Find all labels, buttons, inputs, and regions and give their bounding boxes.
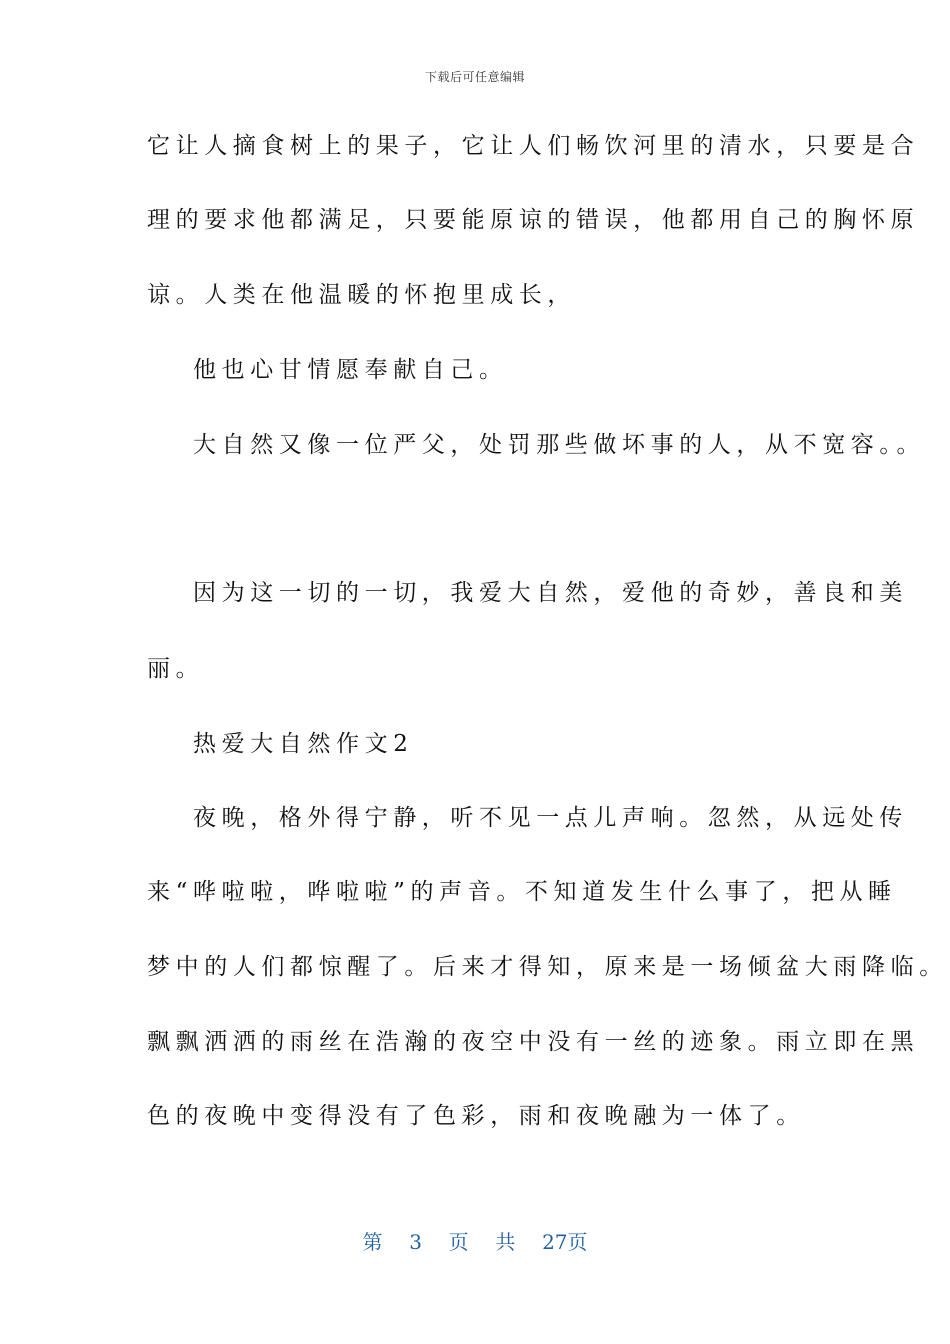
- text-line-2: 理的要求他都满足，只要能原谅的错误，他都用自己的胸怀原: [147, 207, 920, 233]
- total-label: 共: [495, 1230, 516, 1254]
- page-middle: 页: [448, 1230, 469, 1254]
- text-line-7: 丽。: [147, 656, 205, 682]
- page-prefix: 第: [362, 1230, 383, 1254]
- total-pages: 27页: [542, 1230, 588, 1254]
- text-line-13: 色的夜晚中变得没有了色彩，雨和夜晚融为一体了。: [147, 1103, 805, 1129]
- text-line-5: 大自然又像一位严父，处罚那些做坏事的人，从不宽容。。: [193, 432, 926, 458]
- text-line-12: 飘飘洒洒的雨丝在浩瀚的夜空中没有一丝的迹象。雨立即在黑: [147, 1029, 920, 1055]
- page-footer: [0, 1226, 950, 1255]
- text-line-10: 来“哗啦啦，哗啦啦”的声音。不知道发生什么事了，把从睡: [147, 879, 897, 905]
- header-note: 下载后可任意编辑: [424, 70, 525, 84]
- text-line-6: 因为这一切的一切，我爱大自然，爱他的奇妙，善良和美: [193, 580, 908, 606]
- text-line-11: 梦中的人们都惊醒了。后来才得知，原来是一场倾盆大雨降临。: [147, 954, 948, 980]
- text-line-3: 谅。人类在他温暖的怀抱里成长，: [147, 282, 576, 308]
- current-page-number: 3: [409, 1230, 422, 1254]
- section-title: 热爱大自然作文2: [193, 731, 414, 757]
- text-line-9: 夜晚，格外得宁静，听不见一点儿声响。忽然，从远处传: [193, 805, 908, 831]
- text-line-4: 他也心甘情愿奉献自己。: [193, 357, 508, 383]
- text-line-1: 它让人摘食树上的果子，它让人们畅饮河里的清水，只要是合: [147, 133, 920, 159]
